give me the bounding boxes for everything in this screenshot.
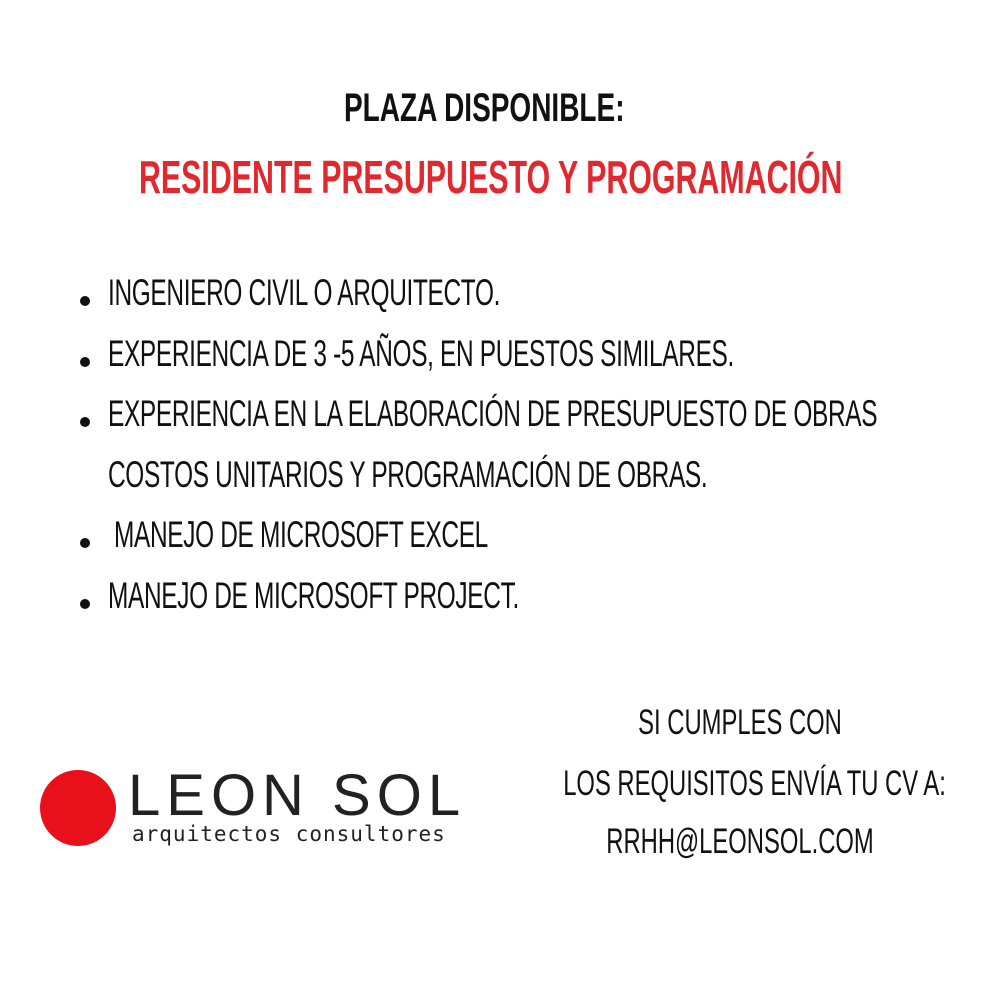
requirement-text: INGENIERO CIVIL O ARQUITECTO. <box>108 272 501 313</box>
requirement-text: MANEJO DE MICROSOFT PROJECT. <box>108 575 519 616</box>
bullet-icon <box>80 417 90 427</box>
position-title: RESIDENTE PRESUPUESTO Y PROGRAMACIÓN <box>139 151 843 203</box>
logo-name: LEON SOL <box>128 763 467 828</box>
requirement-text: EXPERIENCIA DE 3 -5 AÑOS, EN PUESTOS SIMILARES. <box>108 333 734 374</box>
bullet-icon <box>80 296 90 306</box>
logo-tagline: arquitectos consultores <box>132 822 446 846</box>
logo-dot-icon <box>40 770 116 846</box>
requirement-continuation: COSTOS UNITARIOS Y PROGRAMACIÓN DE OBRAS. <box>108 454 708 495</box>
bullet-icon <box>80 599 90 609</box>
bullet-icon <box>80 538 90 548</box>
heading: PLAZA DISPONIBLE: <box>344 86 625 130</box>
bullet-icon <box>80 357 90 367</box>
company-logo <box>40 763 510 860</box>
requirement-text: EXPERIENCIA EN LA ELABORACIÓN DE PRESUPUESTO DE OBRAS <box>108 393 878 434</box>
requirement-text: MANEJO DE MICROSOFT EXCEL <box>114 514 488 555</box>
cta-line-1: SI CUMPLES CON <box>638 703 842 742</box>
contact-email[interactable]: RRHH@LEONSOL.COM <box>606 822 874 861</box>
cta-line-2: LOS REQUISITOS ENVÍA TU CV A: <box>563 764 946 803</box>
